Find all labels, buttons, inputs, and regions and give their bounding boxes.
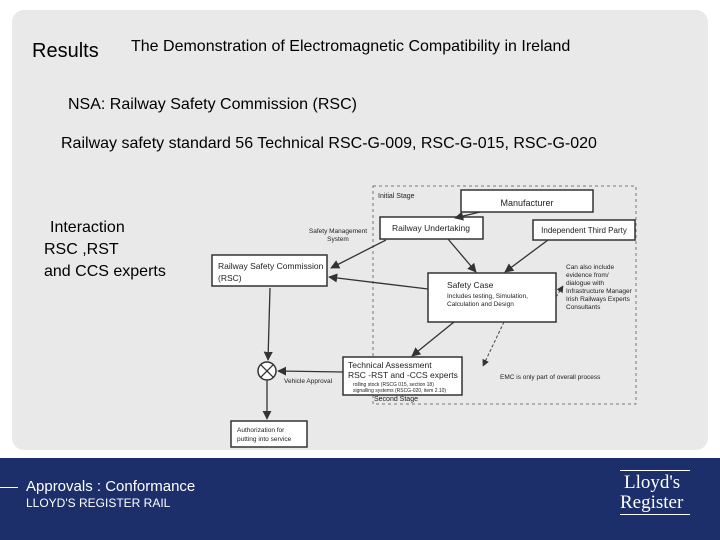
safety-management-label-1: Safety Management [308, 228, 368, 235]
footer-rule [0, 487, 18, 488]
technical-assessment-label-2: RSC -RST and -CCS experts [348, 370, 458, 380]
evidence-note-5: Irish Railways Experts [566, 296, 630, 303]
evidence-note-2: evidence from/ [566, 272, 609, 279]
technical-assessment-detail-2: signalling systems (RSCG-020, item 2.10) [353, 388, 447, 394]
nsa-line: NSA: Railway Safety Commission (RSC) [68, 96, 357, 113]
safety-case-detail-1: Includes testing, Simulation, [447, 293, 528, 300]
footer-bar [0, 458, 720, 540]
safety-case-title: Safety Case [447, 280, 494, 290]
standard-line: Railway safety standard 56 Technical RSC-G-009, RSC-G-015, RSC-G-020 [61, 135, 597, 152]
second-stage-label: Second Stage [374, 396, 418, 403]
approvals-label: Approvals : Conformance [26, 478, 196, 495]
authorization-box [231, 421, 307, 447]
evidence-note-6: Consultants [566, 304, 601, 311]
emc-note: EMC is only part of overall process [500, 374, 601, 381]
interaction-line-3: and CCS experts [44, 263, 166, 280]
slide-title: The Demonstration of Electromagnetic Compatibility in Ireland [131, 38, 571, 55]
interaction-line-2: RSC ,RST [44, 241, 119, 258]
safety-management-label-2: System [327, 236, 349, 243]
evidence-note-4: Infrastructure Manager [566, 288, 632, 295]
authorization-label-2: putting into service [237, 436, 292, 443]
evidence-note-3: dialogue with [566, 280, 604, 287]
interaction-line-1: Interaction [50, 219, 125, 236]
company-label: LLOYD'S REGISTER RAIL [26, 496, 171, 510]
initial-stage-label: Initial Stage [378, 193, 415, 200]
railway-undertaking-label: Railway Undertaking [392, 223, 470, 233]
rsc-box-label-2: (RSC) [218, 273, 242, 283]
lloyds-register-logo [618, 470, 690, 518]
logo-line-1: Lloyd's [624, 472, 681, 493]
technical-assessment-label-1: Technical Assessment [348, 360, 432, 370]
manufacturer-label: Manufacturer [500, 198, 554, 208]
technical-assessment-detail-1: rolling stock (RSCG 015, section 18) [353, 382, 434, 388]
authorization-label-1: Authorization for [237, 427, 285, 434]
independent-third-party-label: Independent Third Party [541, 226, 627, 235]
rsc-box-label-1: Railway Safety Commission [218, 261, 324, 271]
evidence-note-1: Can also include [566, 264, 615, 271]
vehicle-approval-label: Vehicle Approval [284, 378, 333, 385]
safety-case-detail-2: Calculation and Design [447, 301, 514, 308]
logo-line-2: Register [620, 492, 684, 513]
results-label: Results [32, 40, 99, 62]
